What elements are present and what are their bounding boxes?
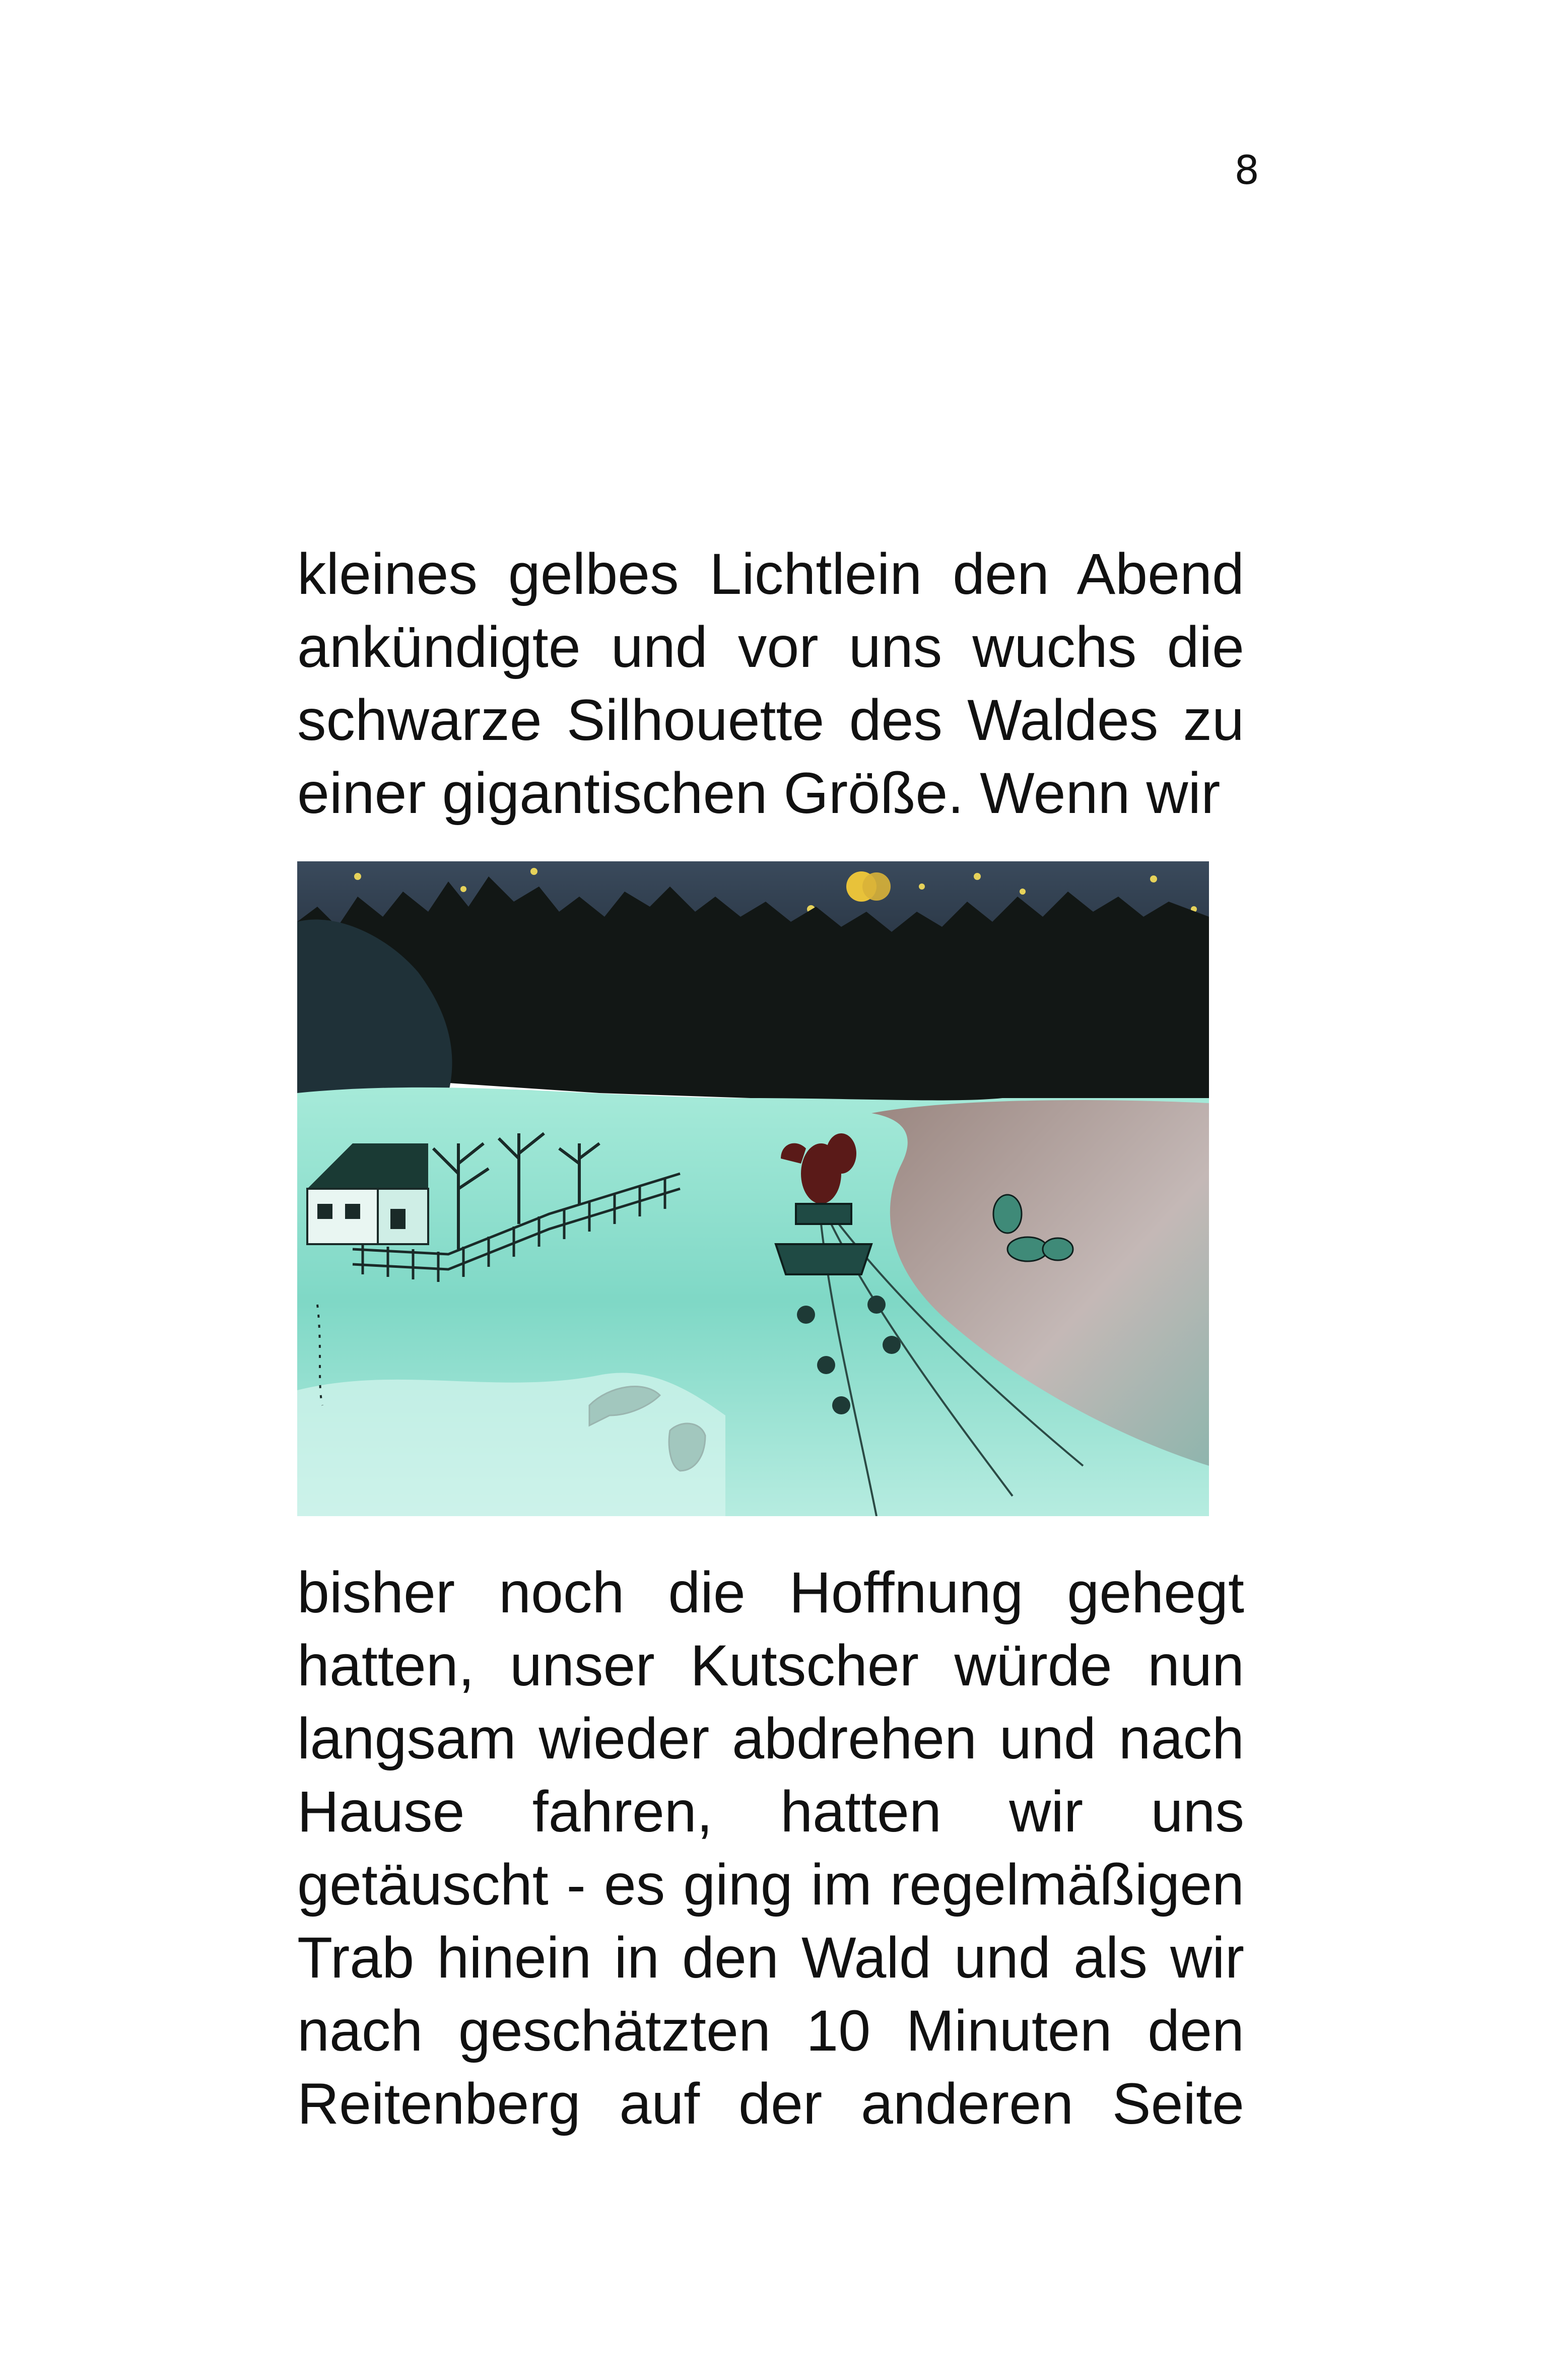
- text-line: Reitenberg auf der anderen Seite: [297, 2072, 1244, 2136]
- page-number: 8: [1234, 148, 1259, 193]
- moon-icon: [846, 871, 891, 902]
- illustration-night-sleigh-ride: [297, 861, 1209, 1516]
- text-line: schwarze Silhouette des Waldes zu: [297, 688, 1244, 753]
- text-line: langsam wieder abdrehen und nach: [297, 1707, 1244, 1771]
- snow-highlight: [297, 1373, 725, 1516]
- text-line: einer gigantischen Größe. Wenn wir: [297, 761, 1221, 826]
- text-line: nach geschätzten 10 Minuten den: [297, 1999, 1244, 2063]
- text-line: getäuscht - es ging im regelmäßigen: [297, 1853, 1244, 1917]
- text-line: ankündigte und vor uns wuchs die: [297, 615, 1244, 679]
- text-line: Hause fahren, hatten wir uns: [297, 1780, 1244, 1844]
- text-line: hatten, unser Kutscher würde nun: [297, 1634, 1244, 1698]
- paragraph-bottom: [297, 1556, 1244, 2141]
- text-line: kleines gelbes Lichtlein den Abend: [297, 542, 1244, 606]
- text-line: bisher noch die Hoffnung gehegt: [297, 1560, 1244, 1625]
- paragraph-top: [297, 538, 1244, 830]
- text-line: Trab hinein in den Wald und als wir: [297, 1926, 1244, 1990]
